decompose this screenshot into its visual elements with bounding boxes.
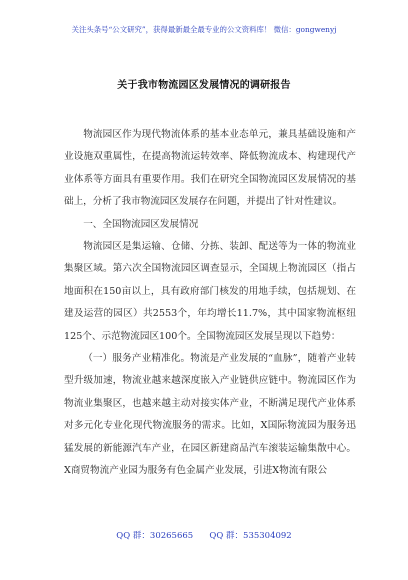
document-body bbox=[64, 124, 356, 483]
document-title: 关于我市物流园区发展情况的调研报告 bbox=[117, 80, 291, 91]
footer-contact: QQ 群：30265665 QQ 群：535304092 bbox=[116, 531, 292, 541]
paragraph-intro: 物流园区作为现代物流体系的基本业态单元，兼具基础设施和产业设施双重属性，在提高物流运转效率、降低物流成本、构建现代产业体系等方面具有重要作用。我们在研究全国物流园区发展情况的基础上，分析了我市物流园区发展存在问题，并提出了针对性建议。 bbox=[64, 129, 356, 208]
header-note: 关注头条号“公文研究”，获得最新最全最专业的公文资料库！ 微信：gongwenyj bbox=[71, 25, 337, 34]
paragraph-overview: 物流园区是集运输、仓储、分拣、装卸、配送等为一体的物流业集聚区域。第六次全国物流园区调查显示，全国规上物流园区（指占地面积在150亩以上，具有政府部门核发的用地手续，包括规划、在建及运营的园区）共2553个，年均增长11.7%，其中国家物流枢纽125个、示范物流园区100个。全国物流园区发展呈现以下趋势： bbox=[64, 241, 356, 342]
paragraph-trend-1: （一）服务产业精准化。物流是产业发展的“血脉”，随着产业转型升级加速，物流业越来越深度嵌入产业链供应链中。物流园区作为物流业集聚区，也越来越主动对接实体产业，不断满足现代产业体系对多元化专业化现代物流服务的需求。比如，X国际物流园为服务迅猛发展的新能源汽车产业，在园区新建商品汽车滚装运输集散中心。X商贸物流产业园为服务有色金属产业发展，引进X物流有限公 bbox=[64, 353, 356, 477]
section-heading: 一、全国物流园区发展情况 bbox=[83, 218, 199, 230]
